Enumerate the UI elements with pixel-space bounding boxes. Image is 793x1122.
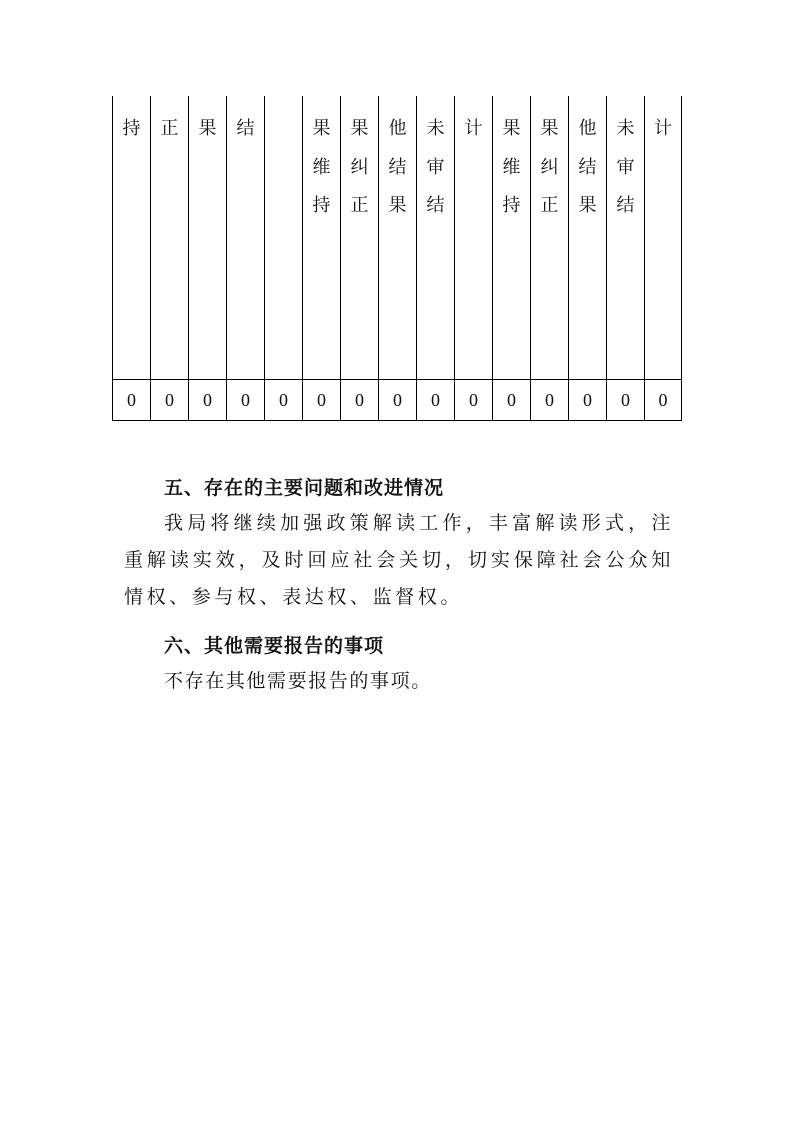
value-cell: 0 <box>303 380 341 421</box>
value-cell: 0 <box>645 380 682 421</box>
value-cell: 0 <box>227 380 265 421</box>
header-cell: 果维持 <box>303 96 341 380</box>
table-value-row <box>113 380 682 421</box>
value-cell: 0 <box>569 380 607 421</box>
value-cell: 0 <box>151 380 189 421</box>
value-cell: 0 <box>189 380 227 421</box>
statistics-table-continuation <box>112 96 681 421</box>
header-cell: 他结果 <box>569 96 607 380</box>
value-cell: 0 <box>607 380 645 421</box>
header-cell: 计 <box>455 96 493 380</box>
header-cell: 未审结 <box>417 96 455 380</box>
header-cell: 果 <box>189 96 227 380</box>
value-cell: 0 <box>113 380 151 421</box>
value-cell: 0 <box>531 380 569 421</box>
section-5-paragraph: 我局将继续加强政策解读工作，丰富解读形式，注重解读实效，及时回应社会关切，切实保障社会公众知情权、参与权、表达权、监督权。 <box>124 512 674 608</box>
header-cell: 未审结 <box>607 96 645 380</box>
header-cell: 果维持 <box>493 96 531 380</box>
value-cell: 0 <box>341 380 379 421</box>
value-cell: 0 <box>379 380 417 421</box>
section-5-heading: 五、存在的主要问题和改进情况 <box>164 477 445 499</box>
header-cell <box>265 96 303 380</box>
table-header-row <box>113 96 682 380</box>
header-cell: 正 <box>151 96 189 380</box>
section-6-paragraph: 不存在其他需要报告的事项。 <box>164 670 432 692</box>
header-cell: 果纠正 <box>341 96 379 380</box>
header-cell: 计 <box>645 96 682 380</box>
value-cell: 0 <box>417 380 455 421</box>
header-cell: 结 <box>227 96 265 380</box>
statistics-table <box>112 96 682 421</box>
value-cell: 0 <box>265 380 303 421</box>
header-cell: 持 <box>113 96 151 380</box>
header-cell: 果纠正 <box>531 96 569 380</box>
section-6-heading: 六、其他需要报告的事项 <box>164 635 385 657</box>
header-cell: 他结果 <box>379 96 417 380</box>
value-cell: 0 <box>455 380 493 421</box>
value-cell: 0 <box>493 380 531 421</box>
